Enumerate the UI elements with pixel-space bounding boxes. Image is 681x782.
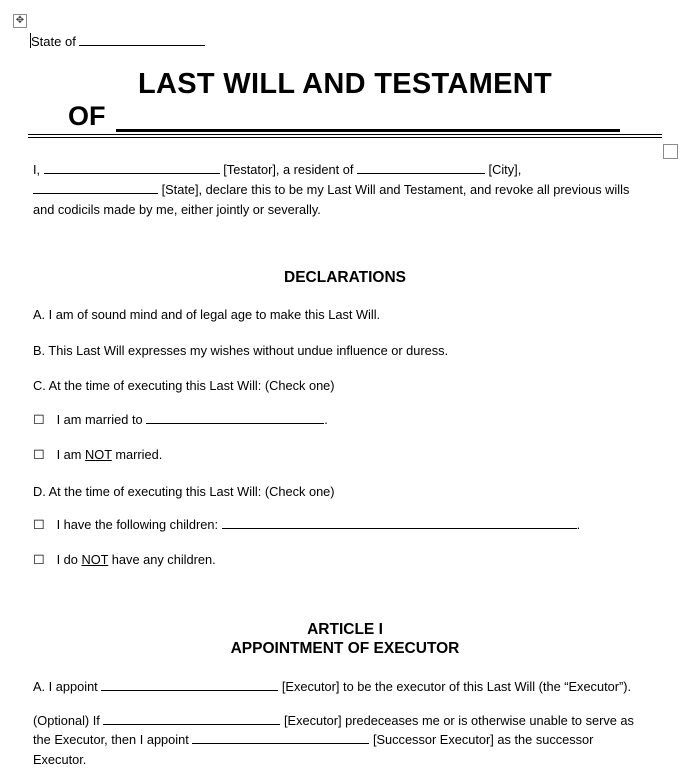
no-children-emphasis: NOT (81, 552, 109, 567)
intro-city-text: [City], (488, 162, 522, 177)
declaration-b: B. This Last Will expresses my wishes without undue influence or duress. (33, 343, 449, 358)
married-label: I am married to (56, 412, 143, 427)
optional-line-3: Executor. (33, 752, 87, 767)
not-married-emphasis: NOT (85, 447, 112, 462)
intro-line-2 (33, 180, 629, 200)
article-1-heading: ARTICLE I (307, 621, 383, 638)
successor-executor-blank[interactable] (192, 731, 369, 744)
title-rule-bottom (28, 137, 662, 138)
no-children-pre: I do (56, 552, 82, 567)
intro-i: I, (33, 162, 41, 177)
intro-line-3: and codicils made by me, either jointly or severally. (33, 202, 321, 217)
optional-line-2 (33, 730, 593, 750)
married-checkbox[interactable]: ☐ (33, 412, 45, 427)
declaration-a: A. I am of sound mind and of legal age to make this Last Will. (33, 307, 381, 322)
table-move-handle-icon[interactable]: ✥ (13, 14, 27, 28)
not-married-post: married. (111, 447, 163, 462)
optional-executor-blank[interactable] (103, 712, 280, 725)
not-married-checkbox[interactable]: ☐ (33, 447, 45, 462)
spouse-blank[interactable] (146, 411, 324, 424)
optional-pre: (Optional) If (33, 713, 100, 728)
children-blank[interactable] (222, 516, 577, 529)
executor-pre: A. I appoint (33, 679, 98, 694)
intro-testator-text: [Testator], a resident of (223, 162, 354, 177)
executor-line (33, 677, 631, 697)
children-checkbox[interactable]: ☐ (33, 517, 45, 532)
table-cell-marker[interactable] (663, 144, 678, 159)
optional-line-1 (33, 711, 634, 731)
executor-blank[interactable] (101, 678, 278, 691)
testator-blank[interactable] (44, 161, 220, 174)
declarations-heading: DECLARATIONS (284, 269, 406, 286)
optional-post: [Executor] predeceases me or is otherwise unable to serve as (283, 713, 634, 728)
state-name-blank[interactable] (33, 181, 158, 194)
married-period: . (324, 412, 328, 427)
document-title: LAST WILL AND TESTAMENT (138, 68, 552, 100)
intro-line-1 (33, 160, 521, 180)
intro-state-text: [State], declare this to be my Last Will and Testament, and revoke all previous wills (161, 182, 630, 197)
city-blank[interactable] (357, 161, 485, 174)
children-option (33, 515, 580, 535)
married-option (33, 410, 328, 430)
executor-post: [Executor] to be the executor of this Last Will (the “Executor”). (281, 679, 632, 694)
not-married-pre: I am (56, 447, 86, 462)
no-children-option (33, 550, 216, 570)
no-children-post: have any children. (108, 552, 216, 567)
optional-2-pre: the Executor, then I appoint (33, 732, 189, 747)
state-blank[interactable] (79, 33, 205, 46)
title-rule-top (28, 134, 662, 135)
children-label: I have the following children: (56, 517, 219, 532)
state-of-label: State of (31, 34, 76, 49)
article-1-subheading: APPOINTMENT OF EXECUTOR (230, 640, 460, 657)
not-married-option (33, 445, 162, 465)
declaration-c: C. At the time of executing this Last Will: (Check one) (33, 378, 335, 393)
children-period: . (576, 517, 581, 532)
no-children-checkbox[interactable]: ☐ (33, 552, 45, 567)
declaration-d: D. At the time of executing this Last Will: (Check one) (33, 484, 335, 499)
testator-name-blank[interactable] (116, 103, 620, 132)
optional-2-post: [Successor Executor] as the successor (372, 732, 594, 747)
of-label: OF (68, 101, 106, 131)
of-name-line (68, 101, 620, 132)
state-of-line (31, 33, 205, 49)
